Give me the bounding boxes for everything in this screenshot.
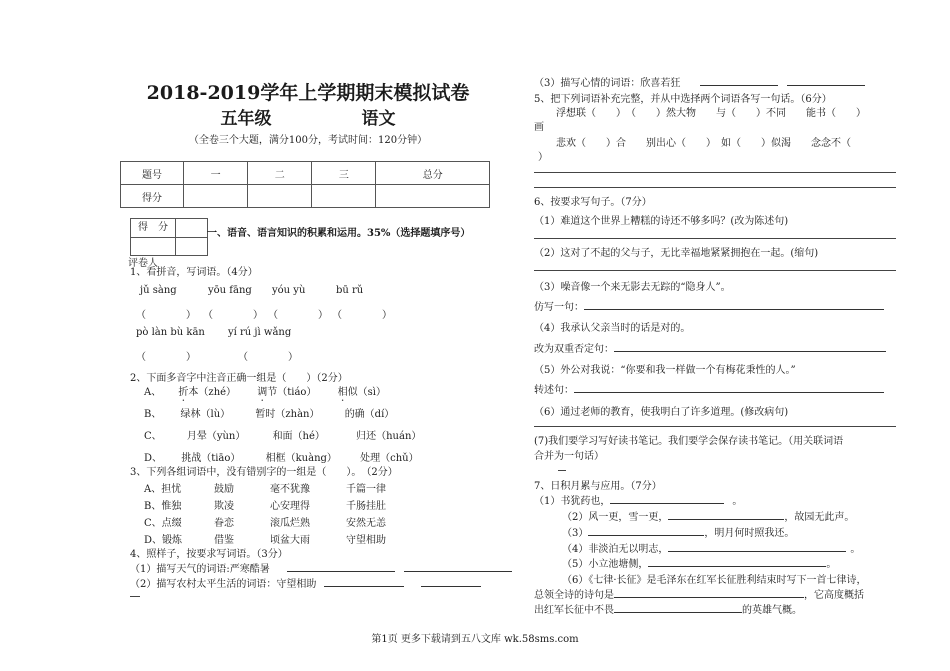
q1-answer-paren[interactable]: （ ） xyxy=(238,352,298,363)
option-letter: D、 xyxy=(144,453,163,464)
answer-line[interactable] xyxy=(534,426,896,427)
q2-option-c[interactable] xyxy=(144,427,421,442)
option-text: A、担忧 xyxy=(144,484,182,495)
q1-pinyin-6: yí rú jì wǎng xyxy=(228,327,292,338)
q7-item-text: 。 xyxy=(826,559,837,570)
page-footer: 第1页 更多下载请到五八文库 wk.58sms.com xyxy=(371,634,579,645)
q1-answer-paren[interactable]: （ ） xyxy=(136,310,196,321)
q6-s2: （2）这对了不起的父与子，无比幸福地紧紧拥抱在一起。(缩句) xyxy=(534,248,819,259)
exam-note: （全卷三个大题，满分100分，考试时间：120分钟） xyxy=(188,135,428,146)
q7-item-text: （1）书犹药也， xyxy=(534,496,611,507)
answer-blank[interactable] xyxy=(648,556,826,567)
q3-option-c[interactable] xyxy=(144,514,386,529)
q7-item-text: （5）小立池塘侧， xyxy=(562,559,649,570)
section1-heading: 一、语音、语言知识的积累和运用。35%（选择题填序号） xyxy=(207,228,471,239)
option-text: 鼓励 xyxy=(214,484,234,495)
q5-line-1[interactable]: 浮想联（ ） （ ）然大物 与（ ）不同 能书（ ） xyxy=(556,108,866,119)
answer-line[interactable] xyxy=(534,270,896,271)
option-text: D、锻炼 xyxy=(144,535,183,546)
score-cell: 总分 xyxy=(376,162,490,185)
q3-option-d[interactable] xyxy=(144,531,386,546)
q3-option-b[interactable] xyxy=(144,497,386,512)
option-text: 挑战（tiāo） xyxy=(181,453,241,464)
q7-item-5 xyxy=(562,555,836,570)
option-text: 相框（kuàng） xyxy=(265,453,337,464)
option-text: 本（zhé） xyxy=(188,387,237,398)
q7-item-2 xyxy=(562,508,854,523)
answer-line[interactable] xyxy=(534,172,896,173)
option-text: lù） xyxy=(210,409,231,420)
answer-blank[interactable] xyxy=(700,75,778,86)
option-letter: B、 xyxy=(144,409,162,420)
q5-line-2[interactable]: 悲欢（ ）合 别出心（ ） 如（ ）似渴 念念不（ xyxy=(556,138,871,149)
q7-item-text: 的英雄气概。 xyxy=(742,605,802,616)
option-text: 毫不犹豫 xyxy=(270,484,310,495)
option-text: 暂时（zhàn） xyxy=(255,409,320,420)
answer-blank[interactable] xyxy=(588,525,704,536)
grade-label: 五年级 xyxy=(220,109,272,129)
q1-pinyin-1: jǔ sàng xyxy=(140,285,177,296)
q6-s4a xyxy=(534,340,886,355)
q3-option-a[interactable] xyxy=(144,480,386,495)
prompt-label: 转述句： xyxy=(534,385,574,396)
score-cell: 得分 xyxy=(121,185,184,208)
option-text: 月晕（yùn） xyxy=(186,431,246,442)
answer-blank[interactable] xyxy=(584,299,884,310)
option-text: 顷盆大雨 xyxy=(270,535,310,546)
q1-title: 1、看拼音，写词语。（4分） xyxy=(130,267,258,278)
q7-item-text: （2）风一更，雪一更， xyxy=(562,512,669,523)
answer-blank[interactable] xyxy=(614,587,804,598)
option-text: 心安理得 xyxy=(270,501,310,512)
option-text: 节（tiáo） xyxy=(267,387,317,398)
q1-answer-paren[interactable]: （ ） xyxy=(332,310,392,321)
q6-s7a: (7)我们要学习写好读书笔记。我们要学会保存读书笔记。（用关联词语 xyxy=(534,436,844,447)
score-cell: 二 xyxy=(248,162,312,185)
q2-option-d[interactable] xyxy=(144,449,419,464)
prompt-label: 改为双重否定句： xyxy=(534,344,614,355)
option-text: 的确（dí） xyxy=(344,409,395,420)
q7-item-4 xyxy=(562,540,860,555)
answer-blank[interactable] xyxy=(668,541,846,552)
option-text: B、惟独 xyxy=(144,501,182,512)
grade-subject xyxy=(118,104,498,129)
option-text: 似（sì） xyxy=(347,387,386,398)
option-char: 折 xyxy=(178,387,189,398)
q7-item-text: ，明月何时照我还。 xyxy=(704,528,795,539)
q1-pinyin-2: yōu fāng xyxy=(208,285,252,296)
q4-item-text: （2）描写农村太平生活的词语：守望相助 xyxy=(130,579,317,590)
grader-box xyxy=(130,218,208,256)
option-text: 安然无恙 xyxy=(346,518,386,529)
q1-answer-paren[interactable]: （ ） xyxy=(268,310,328,321)
score-cell: 一 xyxy=(184,162,248,185)
option-text: 绿林（ xyxy=(180,409,211,420)
q1-answer-paren[interactable]: （ ） xyxy=(203,310,263,321)
q1-pinyin-3: yóu yù xyxy=(272,285,306,296)
q1-answer-paren[interactable]: （ ） xyxy=(136,352,196,363)
q4-item-text: （3）描写心情的词语：欣喜若狂 xyxy=(534,78,681,89)
score-table-header-row xyxy=(121,162,490,185)
score-input-cell[interactable] xyxy=(248,185,312,208)
q5-title: 5、把下列词语补充完整，并从中选择两个词语各写一句话。（6分） xyxy=(534,94,832,105)
q7-item-3 xyxy=(562,524,794,539)
q4-item-text: （1）描写天气的词语:严寒酷暑 xyxy=(130,564,270,575)
score-input-cell[interactable] xyxy=(376,185,490,208)
q6-s4: （4）我承认父亲当时的话是对的。 xyxy=(534,323,691,334)
option-text: 借鉴 xyxy=(214,535,234,546)
q6-s5: （5）外公对我说：“你要和我一样做一个有梅花秉性的人。” xyxy=(534,365,796,376)
q2-title: 2、下面多音字中注音正确一组是（ ）（2分） xyxy=(130,373,348,384)
q7-item-text: ，故园无此声。 xyxy=(784,512,855,523)
grader-score-cell[interactable] xyxy=(175,219,207,238)
q7-item-text: 。 xyxy=(732,496,743,507)
q2-option-a[interactable] xyxy=(144,383,386,404)
q4-item-3 xyxy=(534,74,865,89)
q6-s3: （3）噪音像一个来无影去无踪的“隐身人”。 xyxy=(534,282,731,293)
exam-title: 2018-2019学年上学期期末模拟试卷 xyxy=(146,82,470,104)
q6-s1: （1）难道这个世界上糟糕的诗还不够多吗？(改为陈述句) xyxy=(534,216,789,227)
option-letter: A、 xyxy=(144,387,162,398)
q1-pinyin-4: bū rǔ xyxy=(336,285,364,296)
answer-line[interactable] xyxy=(534,187,896,188)
answer-line[interactable] xyxy=(558,470,566,471)
score-table xyxy=(120,161,490,208)
option-text: C、点缀 xyxy=(144,518,182,529)
option-text: 滚瓜烂熟 xyxy=(270,518,310,529)
score-cell: 三 xyxy=(312,162,376,185)
score-input-cell[interactable] xyxy=(184,185,248,208)
subject-label: 语文 xyxy=(361,109,396,129)
option-text: 眷恋 xyxy=(214,518,234,529)
q1-pinyin-5: pò làn bù kān xyxy=(136,327,205,338)
q7-item-text: （4）非淡泊无以明志， xyxy=(562,544,669,555)
option-letter: C、 xyxy=(144,431,162,442)
q6-s6: （6）通过老师的教育，使我明白了许多道理。(修改病句) xyxy=(534,407,789,418)
option-text: 归还（huán） xyxy=(356,431,422,442)
answer-line[interactable] xyxy=(534,238,896,239)
q7-item-6b xyxy=(534,586,864,601)
q7-item-text: （3） xyxy=(562,528,589,539)
q7-title: 7、日积月累与应用。（7分） xyxy=(534,481,662,492)
q7-item-6: （6）《七律·长征》是毛泽东在红军长征胜利结束时写下一首七律诗， xyxy=(562,575,867,586)
q4-item-2 xyxy=(130,575,481,590)
score-table-score-row xyxy=(121,185,490,208)
q7-item-text: ，它高度概括 xyxy=(804,590,864,601)
q7-item-text: 。 xyxy=(850,544,861,555)
answer-blank[interactable] xyxy=(610,493,724,504)
score-cell: 题号 xyxy=(121,162,184,185)
option-text: 千篇一律 xyxy=(346,484,386,495)
answer-blank[interactable] xyxy=(614,602,742,613)
answer-blank[interactable] xyxy=(668,509,784,520)
answer-blank[interactable] xyxy=(421,576,481,587)
option-text: 千肠挂肚 xyxy=(346,501,386,512)
q7-item-6c xyxy=(534,601,802,616)
q2-option-b[interactable] xyxy=(144,405,394,420)
answer-blank[interactable] xyxy=(287,561,395,572)
answer-blank[interactable] xyxy=(614,341,886,352)
option-text: 守望相助 xyxy=(346,535,386,546)
q7-item-text: 总领全诗的诗句是 xyxy=(534,590,614,601)
q6-title: 6、按要求写句子。（7分） xyxy=(534,197,652,208)
answer-blank[interactable] xyxy=(404,561,512,572)
q6-s3a xyxy=(534,298,884,313)
answer-blank[interactable] xyxy=(574,382,884,393)
q4-item-1 xyxy=(130,560,512,575)
q7-item-1 xyxy=(534,492,742,507)
q5-line-2b: ） xyxy=(538,152,548,163)
score-input-cell[interactable] xyxy=(312,185,376,208)
option-char: 调 xyxy=(257,387,268,398)
option-text: 处理（chǔ） xyxy=(360,453,419,464)
q4-title: 4、照样子，按要求写词语。（3分） xyxy=(130,549,288,560)
grader-label: 评卷人 xyxy=(128,258,158,269)
q7-item-text: 出红军长征中不畏 xyxy=(534,605,614,616)
option-text: 和面（hé） xyxy=(272,431,325,442)
q5-line-1b: 画 xyxy=(534,122,544,133)
q3-title: 3、下列各组词语中，没有错别字的一组是（ ）。 （2分） xyxy=(130,467,398,478)
q6-s5a xyxy=(534,381,884,396)
answer-blank[interactable] xyxy=(787,75,865,86)
answer-blank[interactable] xyxy=(324,576,404,587)
q6-s7b: 合并为一句话） xyxy=(534,451,604,462)
grader-score-label: 得 分 xyxy=(131,219,176,238)
prompt-label: 仿写一句： xyxy=(534,302,584,313)
grader-name-cell[interactable] xyxy=(131,237,176,255)
answer-blank[interactable] xyxy=(130,596,140,597)
option-char: 相 xyxy=(337,387,348,398)
option-text: 欺凌 xyxy=(214,501,234,512)
